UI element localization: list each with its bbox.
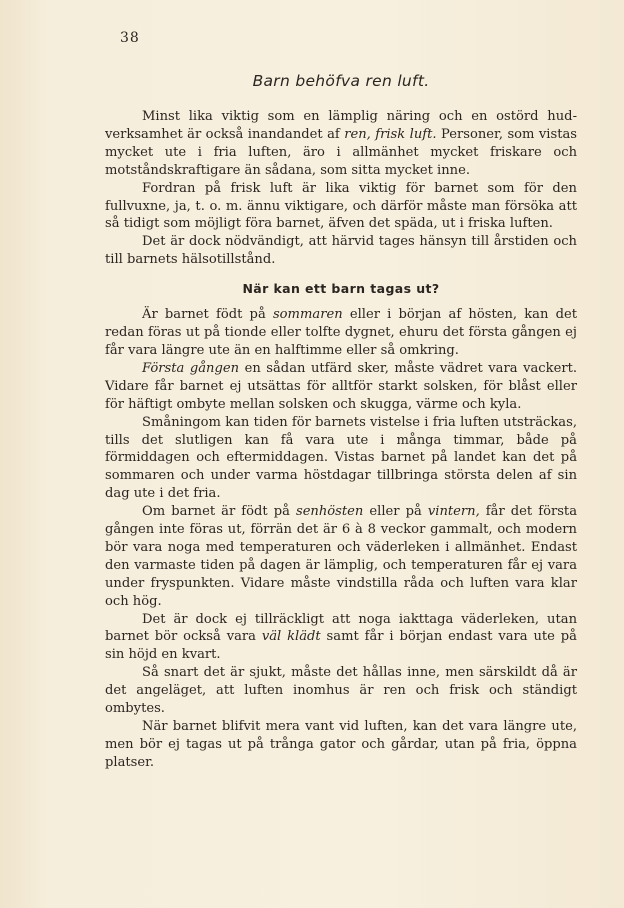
page-content	[105, 72, 577, 772]
paragraph: Det är dock ej tillräckligt att noga iakttaga väderleken, utan barnet bör också vara väl klädt samt får i början endast vara ute på sin höjd en kvart.	[105, 611, 577, 663]
paragraph: Det är dock nödvändigt, att härvid tages hänsyn till årstiden och till barnets hälsotillstånd.	[105, 234, 577, 268]
paragraph: Om barnet är födt på senhösten eller på vintern, får det första gången inte föras ut, förrän det är 6 à 8 veckor gammalt, och modern bör vara noga med temperaturen och väderleken i allmänhet. Endast den varmaste tiden på dagen är lämplig, och temperaturen får ej vara under fryspunkten. Vidare måste vindstilla råda och luften vara klar och hög.	[105, 504, 578, 609]
paragraph: Så snart det är sjukt, måste det hållas inne, men särskildt då är det angeläget, att luften inomhus är ren och frisk och ständigt ombytes.	[105, 665, 577, 717]
paragraph: Minst lika viktig som en lämplig näring och en ostörd hudverksamhet är också inandandet af ren, frisk luft. Personer, som vistas mycket ute i fria luften, äro i allmänhet mycket friskare och motståndskraftigare än sådana, som sitta mycket inne.	[105, 109, 578, 178]
paragraph: När barnet blifvit mera vant vid luften, kan det vara längre ute, men bör ej tagas ut på trånga gator och gårdar, utan på fria, öppna platser.	[105, 719, 577, 770]
page-number: 38	[120, 30, 140, 46]
paragraph: Småningom kan tiden för barnets vistelse i fria luften utsträckas, tills det slutligen kan få vara ute i många timmar, både på förmiddagen och eftermiddagen. Vistas barnet på landet kan det på sommaren och under varma höstdagar tillbringa största delen af sin dag ute i det fria.	[105, 414, 577, 502]
paragraph: Första gången en sådan utfärd sker, måste vädret vara vackert. Vidare får barnet ej utsättas för alltför starkt solsken, för blåst eller för häftigt ombyte mellan solsken och skugga, värme och kyla.	[105, 360, 577, 412]
paragraph: Är barnet födt på sommaren eller i början af hösten, kan det redan föras ut på tionde eller tolfte dygnet, ehuru det första gången ej får vara längre ute än en halftimme eller så omkring.	[105, 307, 577, 358]
chapter-title: Barn behöfva ren luft.	[252, 72, 430, 90]
section-heading: När kan ett barn tagas ut?	[242, 281, 440, 297]
paragraph: Fordran på frisk luft är lika viktig för barnet som för den fullvuxne, ja, t. o. m. ännu viktigare, och därför måste man försöka att så tidigt som möjligt föra barnet, äfven det späda, ut i friska luften.	[105, 180, 577, 232]
